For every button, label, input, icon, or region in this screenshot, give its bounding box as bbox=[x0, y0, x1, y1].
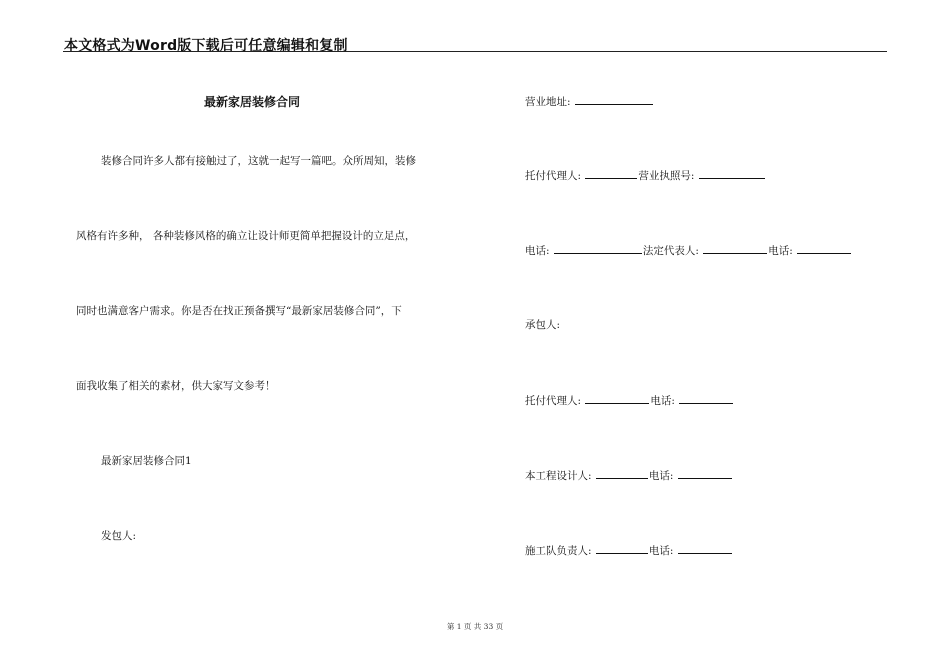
phone-blank-4 bbox=[678, 468, 732, 479]
phone-legal-row bbox=[525, 243, 852, 258]
designer-label: 本工程设计人: bbox=[525, 470, 592, 482]
agent-license-row bbox=[525, 168, 766, 183]
business-address-label: 营业地址: bbox=[525, 96, 571, 108]
section-heading: 最新家居装修合同1 bbox=[101, 455, 192, 467]
header-divider bbox=[63, 51, 887, 52]
document-title: 最新家居装修合同 bbox=[204, 95, 301, 109]
contractor-label: 承包人: bbox=[525, 319, 561, 331]
phone-label-2: 电话: bbox=[768, 245, 793, 257]
legal-rep-label: 法定代表人: bbox=[642, 245, 699, 257]
body-line-2: 风格有许多种， 各种装修风格的确立让设计师更简单把握设计的立足点， bbox=[76, 230, 416, 242]
agent-blank-2 bbox=[585, 393, 649, 404]
team-leader-label: 施工队负责人: bbox=[525, 545, 592, 557]
agent-phone-row bbox=[525, 393, 734, 408]
phone-blank-3 bbox=[679, 393, 733, 404]
body-line-1: 装修合同许多人都有接触过了，这就一起写一篇吧。众所周知，装修 bbox=[101, 155, 416, 167]
phone-label-5: 电话: bbox=[648, 545, 674, 557]
phone-blank-2 bbox=[797, 243, 851, 254]
designer-blank bbox=[596, 468, 648, 479]
agent-blank bbox=[585, 168, 637, 179]
body-line-3: 同时也满意客户需求。你是否在找正预备撰写“最新家居装修合同”，下 bbox=[76, 305, 402, 317]
designer-row bbox=[525, 468, 733, 483]
header-title: 本文格式为Word版下载后可任意编辑和复制 bbox=[64, 38, 348, 54]
phone-label-4: 电话: bbox=[648, 470, 674, 482]
agent-label-2: 托付代理人: bbox=[525, 395, 582, 407]
phone-label: 电话: bbox=[525, 245, 550, 257]
business-address-blank bbox=[575, 94, 653, 105]
body-line-4: 面我收集了相关的素材，供大家写文参考！ bbox=[76, 380, 276, 392]
license-blank bbox=[699, 168, 765, 179]
agent-label: 托付代理人: bbox=[525, 170, 582, 182]
page-number: 第 1 页 共 33 页 bbox=[446, 622, 504, 631]
employer-label: 发包人: bbox=[101, 530, 137, 542]
legal-rep-blank bbox=[703, 243, 767, 254]
phone-blank bbox=[554, 243, 642, 254]
phone-label-3: 电话: bbox=[650, 395, 675, 407]
team-leader-row bbox=[525, 543, 733, 558]
license-label: 营业执照号: bbox=[638, 170, 695, 182]
team-leader-blank bbox=[596, 543, 648, 554]
phone-blank-5 bbox=[678, 543, 732, 554]
business-address-row bbox=[525, 94, 654, 109]
